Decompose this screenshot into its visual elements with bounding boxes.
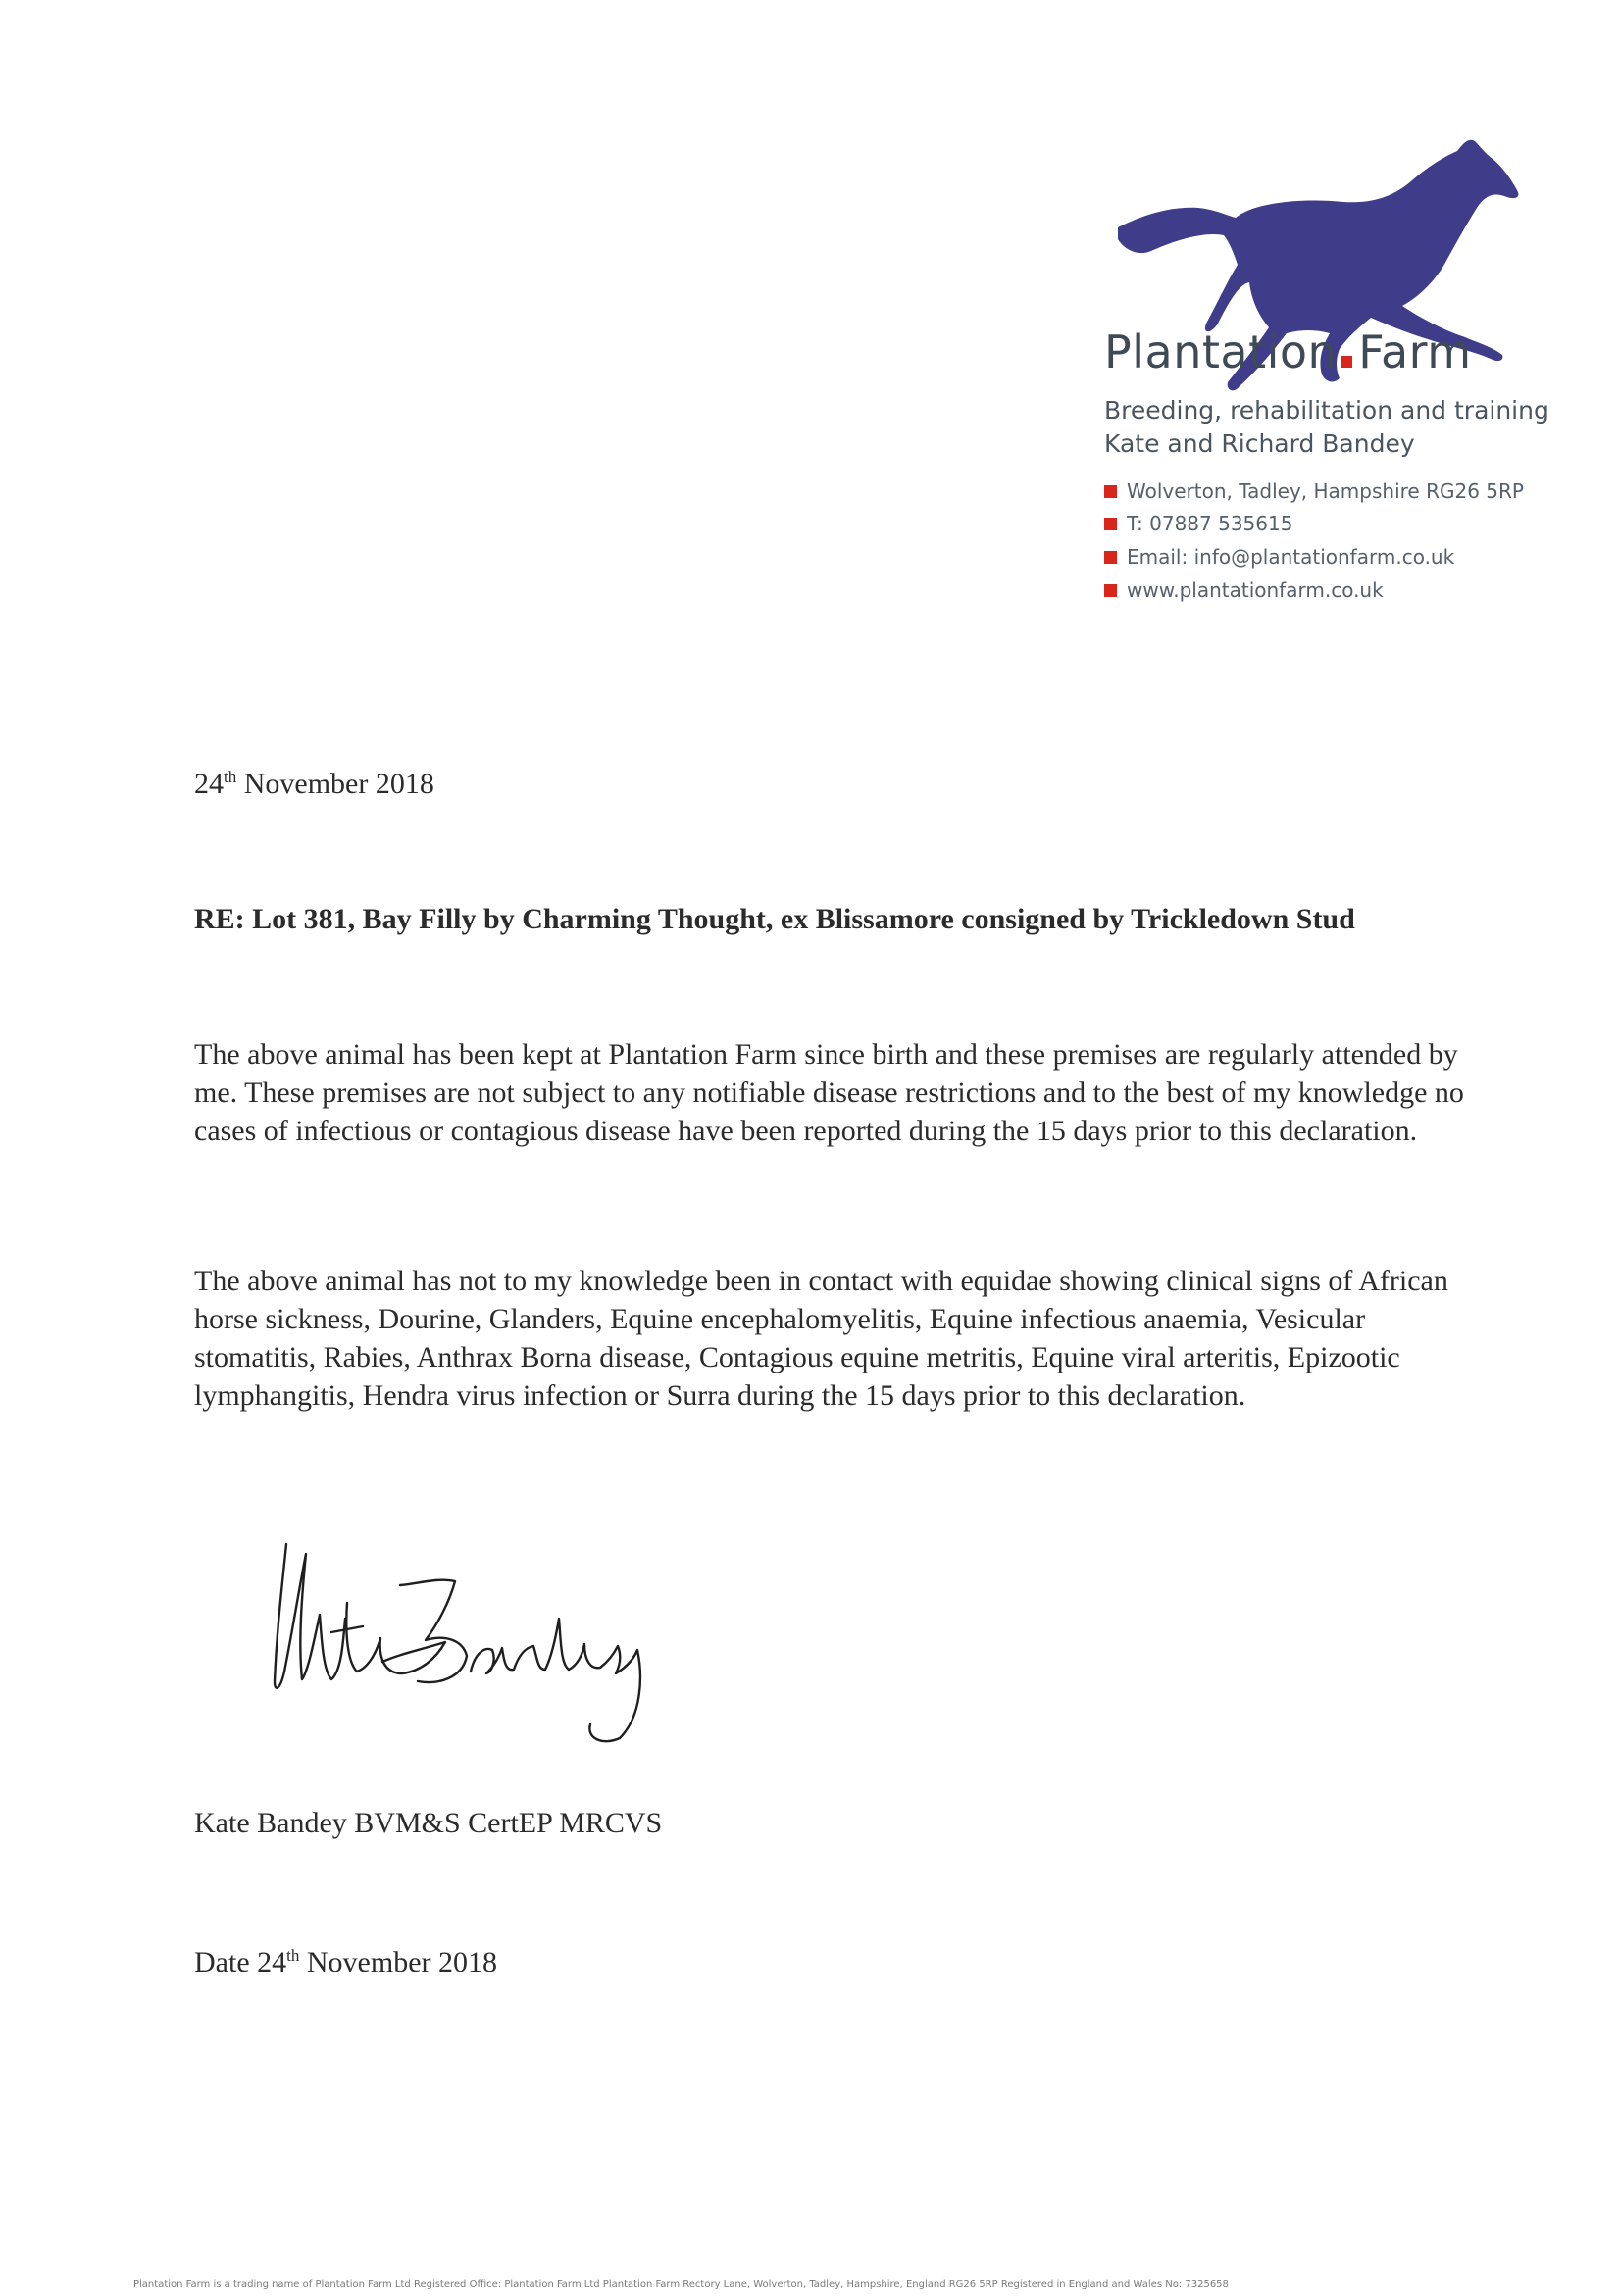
contact-website: www.plantationfarm.co.uk — [1104, 578, 1384, 602]
brand-dot-icon — [1341, 356, 1352, 368]
letter-date: 24th November 2018 — [194, 768, 434, 800]
signer-name: Kate Bandey BVM&S CertEP MRCVS — [194, 1807, 663, 1839]
contact-email: Email: info@plantationfarm.co.uk — [1104, 545, 1454, 569]
owners-line: Kate and Richard Bandey — [1104, 429, 1415, 458]
bullet-icon — [1104, 518, 1117, 530]
signature — [253, 1524, 684, 1755]
footer-registration: Plantation Farm is a trading name of Plantation Farm Ltd Registered Office: Plantation Farm Ltd Plantation Farm Rectory Lane, Wolverton, Tadley, Hampshire, England RG26 5RP Registered in England and Wales No: 7325658 — [133, 2279, 1229, 2290]
closing-date: Date 24th November 2018 — [194, 1946, 497, 1978]
paragraph-premises: The above animal has been kept at Plantation Farm since birth and these premises are regularly attended by me. These premises are not subject to any notifiable disease restrictions and to the best of my knowledge no cases of infectious or contagious disease have been reported during the 15 days prior to this declaration. — [194, 1038, 1464, 1147]
letter-subject: RE: Lot 381, Bay Filly by Charming Thought, ex Blissamore consigned by Trickledown Stud — [194, 903, 1355, 935]
paragraph-disease-contact: The above animal has not to my knowledge been in contact with equidae showing clinical signs of African horse sickness, Dourine, Glanders, Equine encephalomyelitis, Equine infectious anaemia, Vesicular stomatitis, Rabies, Anthrax Borna disease, Contagious equine metritis, Equine viral arteritis, Epizootic lymphangitis, Hendra virus infection or Surra during the 15 days prior to this declaration. — [194, 1265, 1448, 1412]
bullet-icon — [1104, 485, 1117, 498]
brand-name: Plantation Farm — [1104, 325, 1472, 378]
bullet-icon — [1104, 584, 1117, 597]
contact-address: Wolverton, Tadley, Hampshire RG26 5RP — [1104, 479, 1524, 503]
tagline: Breeding, rehabilitation and training — [1104, 396, 1549, 424]
contact-phone: T: 07887 535615 — [1104, 512, 1292, 535]
bullet-icon — [1104, 551, 1117, 564]
